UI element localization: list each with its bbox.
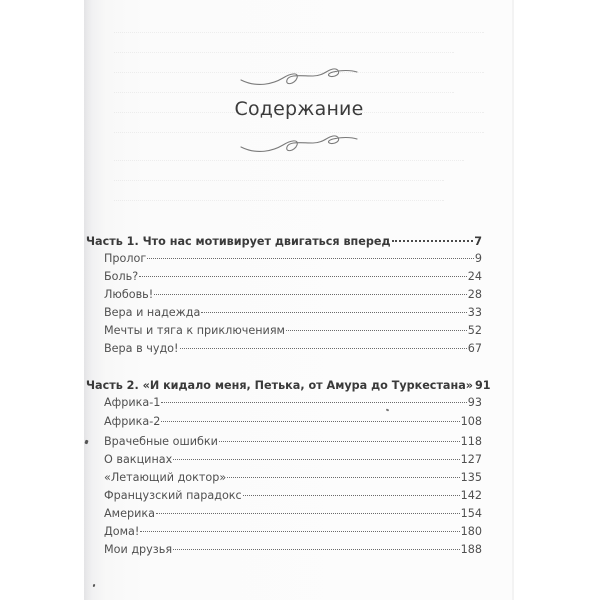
page-number: 142 xyxy=(460,489,482,502)
page-number: 135 xyxy=(460,471,482,484)
entry-title: Боль? xyxy=(104,270,139,283)
entry-title: Любовь! xyxy=(104,288,154,301)
dot-leader xyxy=(201,300,466,316)
toc-entry[interactable] xyxy=(104,246,482,265)
dot-leader xyxy=(161,390,466,406)
dot-leader xyxy=(154,282,467,298)
page-number: 9 xyxy=(474,252,482,265)
toc-entry[interactable] xyxy=(104,429,482,448)
dot-leader xyxy=(156,501,460,517)
part-title: Часть 1. Что нас мотивирует двигаться вперед xyxy=(86,235,391,248)
dot-leader xyxy=(139,264,467,280)
table-of-contents xyxy=(84,0,514,600)
entry-title: Африка-2 xyxy=(104,415,161,428)
toc-entry[interactable] xyxy=(104,318,482,337)
page-number: 154 xyxy=(460,507,482,520)
dot-leader xyxy=(243,483,460,499)
toc-entry[interactable] xyxy=(104,282,482,301)
toc-entry[interactable] xyxy=(104,537,482,556)
page-number: 52 xyxy=(467,324,482,337)
toc-entry[interactable] xyxy=(104,483,482,502)
dot-leader xyxy=(180,336,467,352)
page-number: 7 xyxy=(474,235,482,248)
page-number: 24 xyxy=(467,270,482,283)
toc-entry[interactable] xyxy=(104,409,482,428)
dot-leader xyxy=(286,318,467,334)
dot-leader xyxy=(227,465,459,481)
entry-title: Дома! xyxy=(104,525,140,538)
toc-entry[interactable] xyxy=(104,264,482,283)
part-title: Часть 2. «И кидало меня, Петька, от Амура до Туркестана» xyxy=(86,379,473,392)
page-number: 93 xyxy=(467,396,482,409)
entry-title: Мои друзья xyxy=(104,543,173,556)
dot-leader xyxy=(219,429,460,445)
toc-heading: Содержание xyxy=(234,98,364,120)
entry-title: Врачебные ошибки xyxy=(104,435,218,448)
toc-entry[interactable] xyxy=(104,465,482,484)
entry-title: «Летающий доктор» xyxy=(104,471,227,484)
page-number: 188 xyxy=(460,543,482,556)
dot-leader xyxy=(147,246,474,262)
page-edge xyxy=(512,0,514,600)
dot-leader xyxy=(392,229,474,245)
dot-leader xyxy=(161,409,459,425)
entry-title: Африка-1 xyxy=(104,396,161,409)
book-page xyxy=(84,0,514,600)
page-number: 28 xyxy=(467,288,482,301)
entry-title: Вера в чудо! xyxy=(104,342,179,355)
entry-title: О вакцинах xyxy=(104,453,173,466)
page-number: 91 xyxy=(474,379,491,392)
entry-title: Французский парадокс xyxy=(104,489,242,502)
page-number: 180 xyxy=(460,525,482,538)
page-number: 67 xyxy=(467,342,482,355)
dot-leader xyxy=(173,447,459,463)
toc-entry[interactable] xyxy=(104,300,482,319)
toc-part-2[interactable] xyxy=(86,373,491,392)
toc-entry[interactable] xyxy=(104,336,482,355)
entry-title: Вера и надежда xyxy=(104,306,201,319)
toc-entry[interactable] xyxy=(104,390,482,409)
toc-entry[interactable] xyxy=(104,519,482,538)
entry-title: Америка xyxy=(104,507,155,520)
page-number: 33 xyxy=(467,306,482,319)
toc-entry[interactable] xyxy=(104,501,482,520)
toc-entry[interactable] xyxy=(104,447,482,466)
page-number: 118 xyxy=(460,435,482,448)
page-number: 127 xyxy=(460,453,482,466)
entry-title: Пролог xyxy=(104,252,147,265)
toc-part-1[interactable] xyxy=(86,229,482,248)
dot-leader xyxy=(140,519,459,535)
dot-leader xyxy=(173,537,460,553)
page-number: 108 xyxy=(460,415,482,428)
entry-title: Мечты и тяга к приключениям xyxy=(104,324,285,337)
